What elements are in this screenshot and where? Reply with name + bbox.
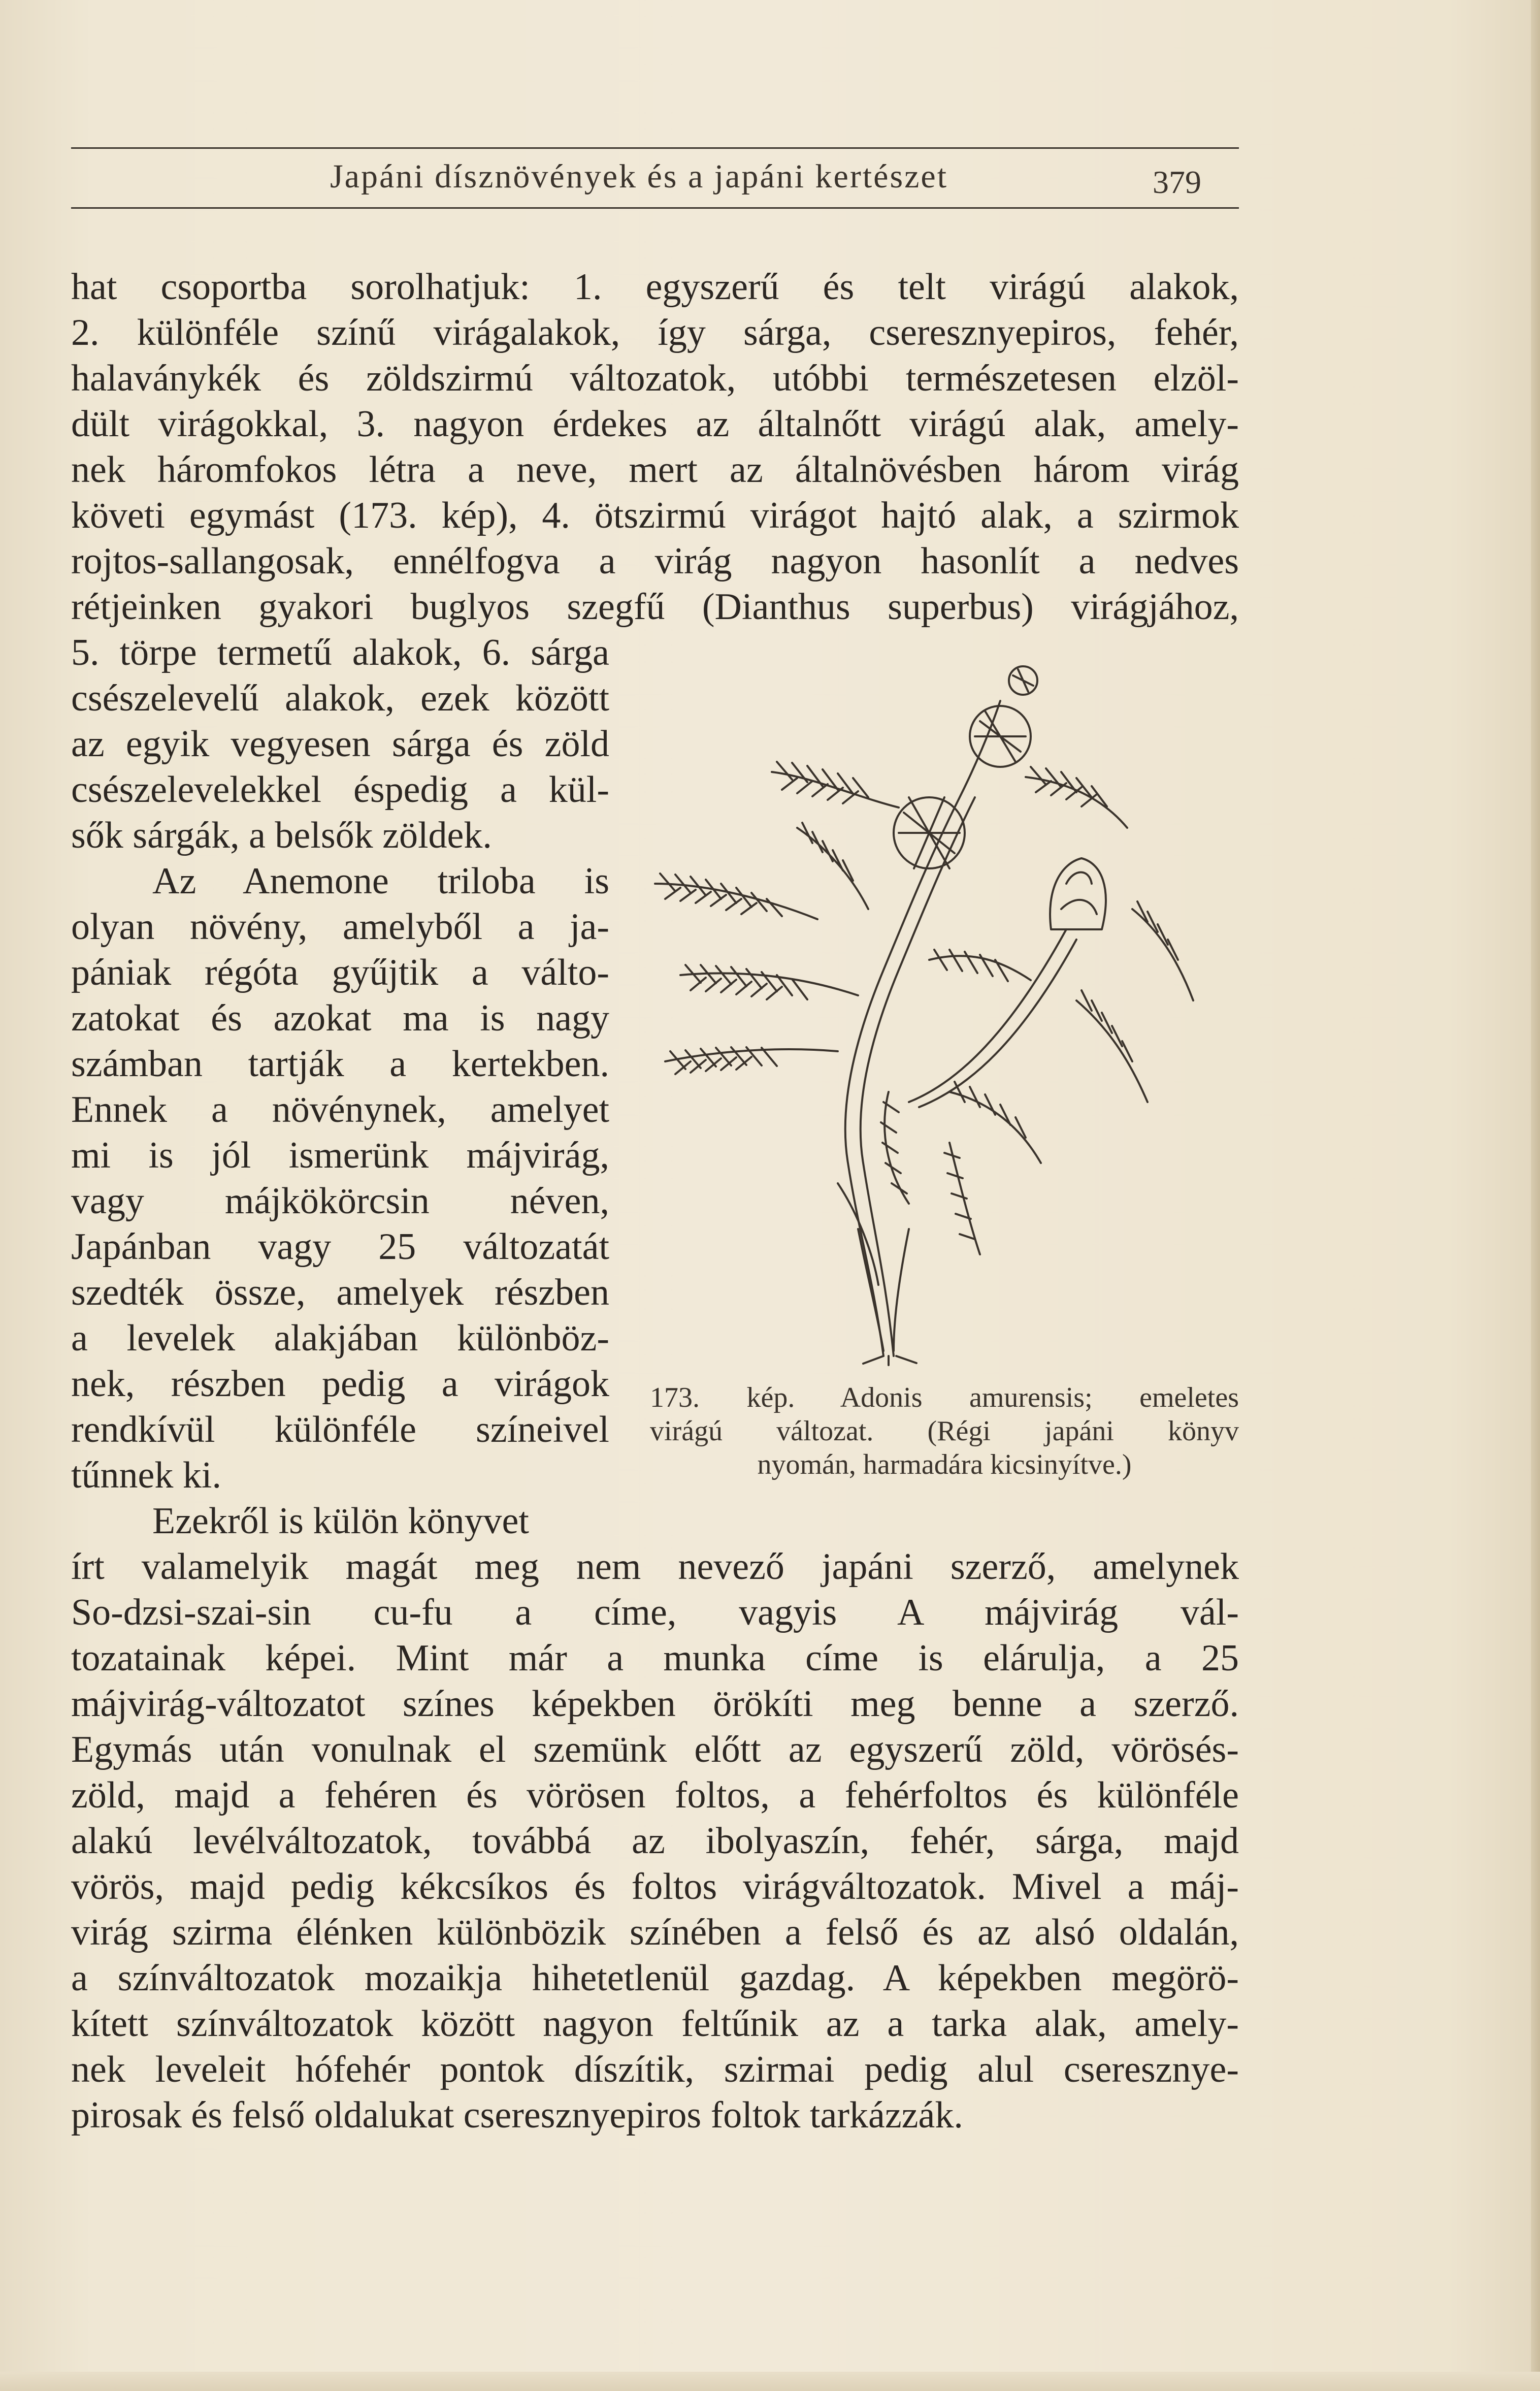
text-line: vörös, majd pedig kékcsíkos és foltos virágváltozatok. Mivel a máj- [71, 1866, 1239, 1908]
text-line: írt valamelyik magát meg nem nevező japáni szerző, amelynek [71, 1546, 1239, 1588]
text-line: rojtos-sallangosak, ennélfogva a virág nagyon hasonlít a nedves [71, 540, 1239, 582]
text-line: nek háromfokos létra a neve, mert az általnövésben három virág [71, 449, 1239, 491]
running-head [71, 147, 1239, 218]
text-line: rendkívül különféle színeivel [71, 1409, 609, 1450]
running-title: Japáni dísznövények és a japáni kertészet [330, 158, 948, 195]
text-line: szedték össze, amelyek részben [71, 1272, 609, 1313]
text-line: Egymás után vonulnak el szemünk előtt az egyszerű zöld, vörösés- [71, 1729, 1239, 1770]
text-line: So-dzsi-szai-sin cu-fu a címe, vagyis A májvirág vál- [71, 1592, 1239, 1633]
text-line: májvirág-változatot színes képekben örökíti meg benne a szerző. [71, 1683, 1239, 1725]
text-line: olyan növény, amelyből a ja- [71, 906, 609, 948]
text-line: tűnnek ki. [71, 1455, 221, 1496]
text-line: a levelek alakjában különböz- [71, 1317, 609, 1359]
text-line: hat csoportba sorolhatjuk: 1. egyszerű és telt virágú alakok, [71, 266, 1239, 308]
text-line: halaványkék és zöldszirmú változatok, utóbbi természetesen elzöl- [71, 358, 1239, 399]
text-line: kített színváltozatok között nagyon feltűnik az a tarka alak, amely- [71, 2003, 1239, 2045]
text-line: számban tartják a kertekben. [71, 1043, 609, 1085]
text-line: sők sárgák, a belsők zöldek. [71, 815, 492, 856]
text-line: zöld, majd a fehéren és vörösen foltos, a fehérfoltos és különféle [71, 1774, 1239, 1816]
text-line: virág szirma élénken különbözik színében a felső és az alsó oldalán, [71, 1912, 1239, 1953]
text-line: tozatainak képei. Mint már a munka címe is elárulja, a 25 [71, 1637, 1239, 1679]
text-line: az egyik vegyesen sárga és zöld [71, 723, 609, 765]
text-line: Ezekről is külön könyvet [152, 1500, 529, 1542]
plant-illustration [645, 645, 1244, 1366]
text-line: dült virágokkal, 3. nagyon érdekes az általnőtt virágú alak, amely- [71, 403, 1239, 445]
page-bottom-edge [0, 2372, 1540, 2391]
text-line: 2. különféle színű virágalakok, így sárga, cseresznyepiros, fehér, [71, 312, 1239, 353]
text-line: rétjeinken gyakori buglyos szegfű (Dianthus superbus) virágjához, [71, 586, 1239, 628]
text-line: a színváltozatok mozaikja hihetetlenül gazdag. A képekben megörö- [71, 1957, 1239, 1999]
figure-caption-line: nyomán, harmadára kicsinyítve.) [757, 1449, 1132, 1480]
figure-caption-line: virágú változat. (Régi japáni könyv [650, 1415, 1239, 1447]
text-line: Ennek a növénynek, amelyet [71, 1089, 609, 1130]
text-line: vagy májkökörcsin néven, [71, 1180, 609, 1222]
text-line: mi is jól ismerünk májvirág, [71, 1135, 609, 1176]
text-line: nek leveleit hófehér pontok díszítik, szirmai pedig alul cseresznye- [71, 2049, 1239, 2090]
page-edge [1531, 0, 1540, 2391]
text-line: Japánban vagy 25 változatát [71, 1226, 609, 1268]
adonis-drawing [645, 645, 1244, 1366]
text-line: pániak régóta gyűjtik a válto- [71, 952, 609, 993]
text-line: Az Anemone triloba is [152, 860, 609, 902]
header-rule-bottom [71, 207, 1239, 209]
text-line: követi egymást (173. kép), 4. ötszirmú virágot hajtó alak, a szirmok [71, 495, 1239, 536]
figure-caption-line: 173. kép. Adonis amurensis; emeletes [650, 1382, 1239, 1413]
text-line: pirosak és felső oldalukat cseresznyepiros foltok tarkázzák. [71, 2094, 963, 2136]
page-number: 379 [1153, 164, 1201, 200]
text-line: 5. törpe termetű alakok, 6. sárga [71, 632, 609, 673]
text-line: alakú levélváltozatok, továbbá az ibolyaszín, fehér, sárga, majd [71, 1820, 1239, 1862]
text-line: nek, részben pedig a virágok [71, 1363, 609, 1405]
text-line: csészelevelekkel éspedig a kül- [71, 769, 609, 811]
header-rule-top [71, 147, 1239, 149]
text-line: csészelevelű alakok, ezek között [71, 677, 609, 719]
text-line: zatokat és azokat ma is nagy [71, 997, 609, 1039]
